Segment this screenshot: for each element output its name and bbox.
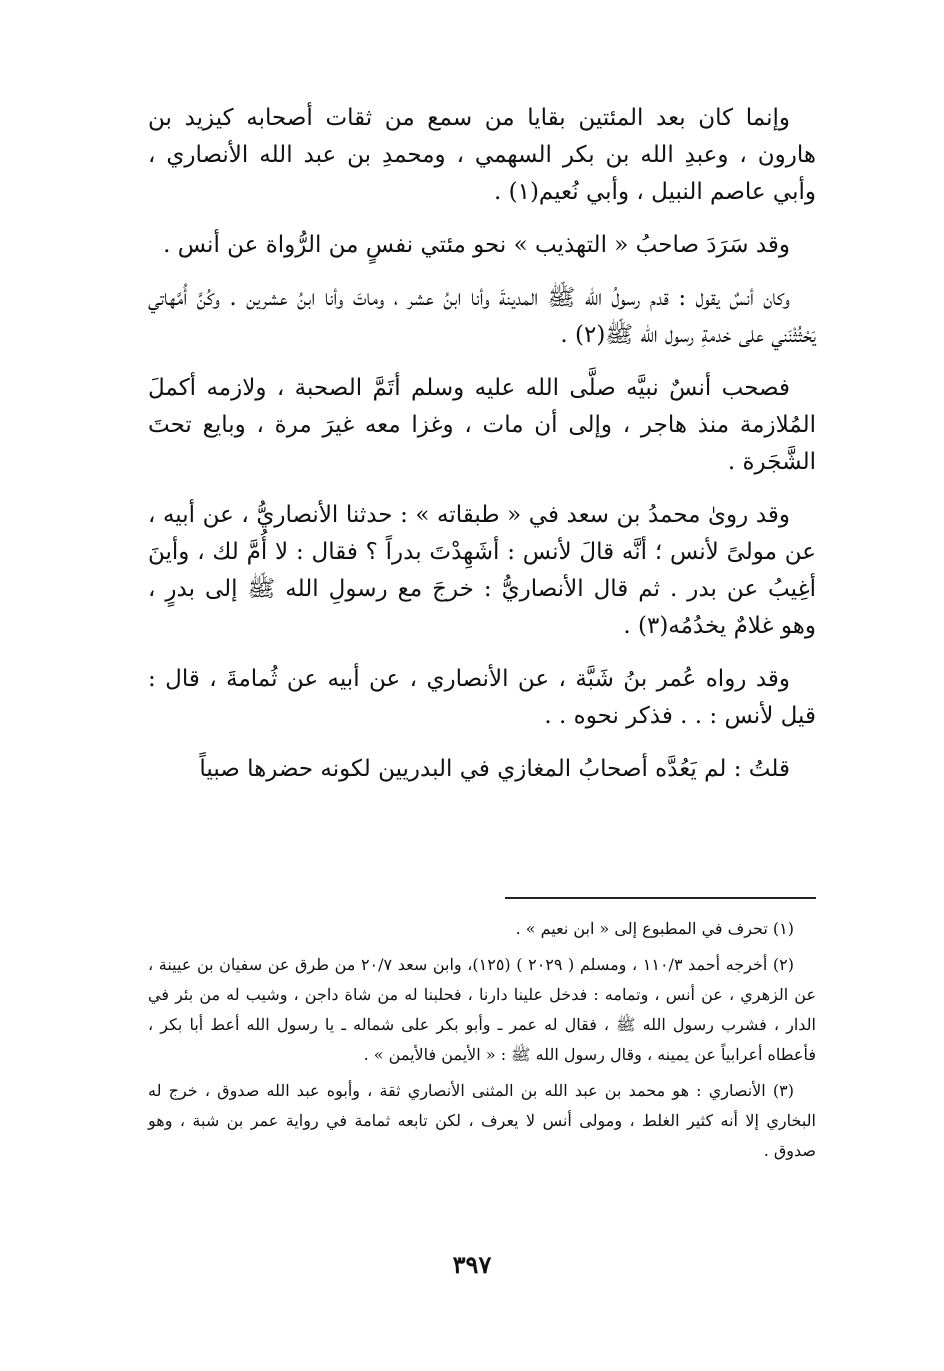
footnote-1: (١) تحرف في المطبوع إلى « ابن نعيم » . xyxy=(515,919,794,938)
paragraph-5: وقد روىٰ محمدُ بن سعد في « طبقاته » : حدثنا الأنصاريُّ ، عن أبيه ، عن مولىً لأنس ؛ أنَّه قالَ لأنس : أشَهِدْتَ بدراً ؟ فقال : لا أُمَّ لك ، وأينَ أغِيبُ عن بدر . ثم قال الأنصاريُّ : خرجَ مع رسولِ الله ﷺ إلى بدرٍ ، وهو غلامٌ يخدُمُه(٣) . xyxy=(148,502,816,639)
paragraph-1: وإنما كان بعد المئتين بقايا من سمع من ثقات أصحابه كيزيد بن هارون ، وعبدِ الله بن بكر السهمي ، ومحمدِ بن عبد الله الأنصاري ، وأبي عاصم النبيل ، وأبي نُعيم(١) . xyxy=(148,105,816,205)
footnotes xyxy=(148,914,816,1172)
paragraph-6: وقد رواه عُمر بنُ شَبَّة ، عن الأنصاري ، عن أبيه عن ثُمامةَ ، قال : قيل لأنس : . . فذكر نحوه . . xyxy=(148,666,816,729)
paragraph-7: قلتُ : لم يَعُدَّه أصحابُ المغازي في البدريين لكونه حضرها صبياً xyxy=(199,756,790,782)
paragraph-2: وقد سَرَدَ صاحبُ « التهذيب » نحو مئتي نفسٍ من الرُّواة عن أنس . xyxy=(163,232,790,258)
paragraph-4: فصحب أنسٌ نبيَّه صلَّى الله عليه وسلم أتَمَّ الصحبة ، ولازمه أكملَ المُلازمة منذ هاجر ، وإلى أن مات ، وغزا معه غيرَ مرة ، وبايع تحتَ الشَّجَرة . xyxy=(148,375,816,475)
footnote-divider xyxy=(505,897,816,899)
footnote-3: (٣) الأنصاري : هو محمد بن عبد الله بن المثنى الأنصاري ثقة ، وأبوه عبد الله صدوق ، خرج له البخاري إلا أنه كثير الغلط ، ومولى أنس لا يعرف ، لكن تابعه ثمامة في رواية عمر بن شبة ، وهو صدوق . xyxy=(148,1081,816,1160)
paragraph-3: وكان أنسٌ يقول : قدم رسولُ الله ﷺ المدينةَ وأنا ابنُ عشر ، وماتَ وأنا ابنُ عشرين . وكُنَّ أُمَّهاتي يَحْثُثْنَني على خدمةِ رسول الله ﷺ(٢) . xyxy=(148,285,816,348)
footnote-2: (٢) أخرجه أحمد ١١٠/٣ ، ومسلم ( ٢٠٢٩ ) (١٢٥)، وابن سعد ٢٠/٧ من طرق عن سفيان بن عيينة ، عن الزهري ، عن أنس ، وتمامه : فدخل علينا دارنا ، فحلبنا له من شاة داجن ، وشيب له من بئر في الدار ، فشرب رسول الله ﷺ ، فقال له عمر ـ وأبو بكر على شماله ـ يا رسول الله أعط أبا بكر ، فأعطاه أعرابياً عن يمينه ، وقال رسول الله ﷺ : « الأيمن فالأيمن » . xyxy=(148,955,816,1064)
main-text xyxy=(148,100,816,804)
page-number: ٣٩٧ xyxy=(452,1250,492,1279)
